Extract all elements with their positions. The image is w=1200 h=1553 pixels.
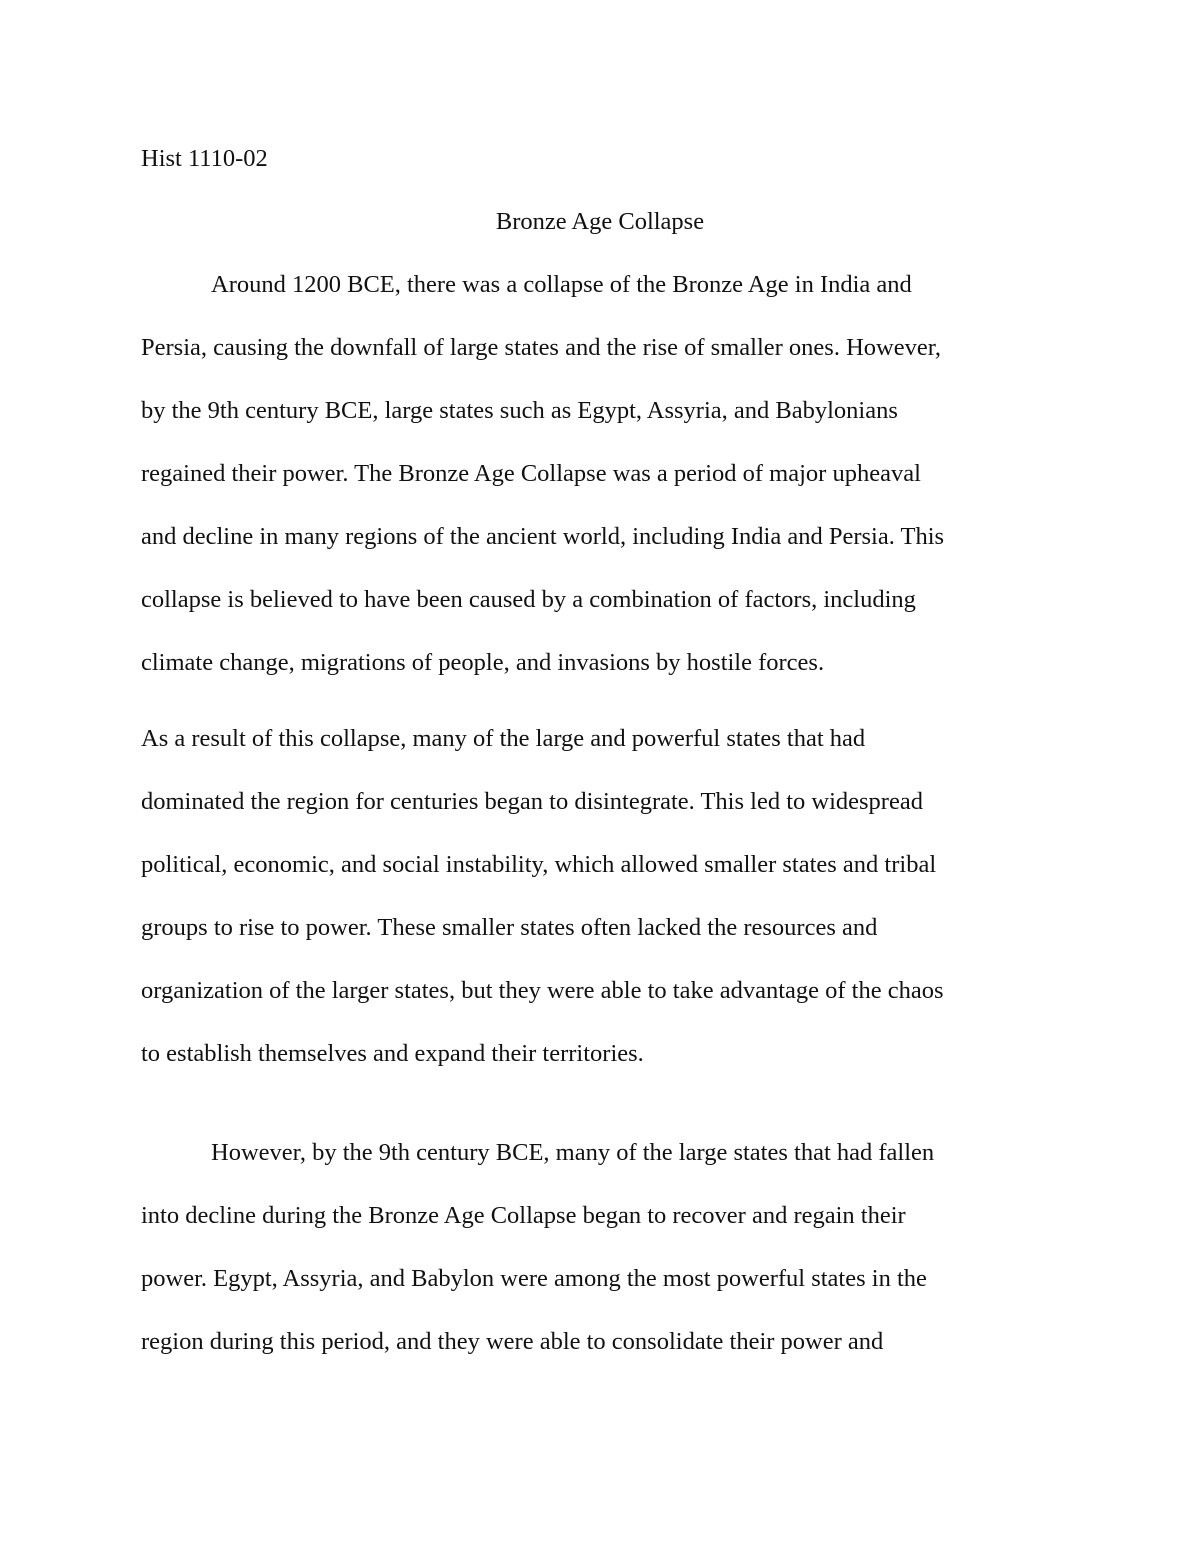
paragraph-2 [141, 707, 1061, 1085]
paragraph-line: by the 9th century BCE, large states such as Egypt, Assyria, and Babylonians [141, 397, 898, 424]
paragraph-line: into decline during the Bronze Age Collapse began to recover and regain their [141, 1202, 906, 1229]
document-title: Bronze Age Collapse [495, 208, 705, 235]
paragraph-line: political, economic, and social instability, which allowed smaller states and tribal [141, 851, 937, 878]
paragraph-3 [141, 1121, 1061, 1373]
course-header: Hist 1110-02 [141, 145, 268, 172]
paragraph-line: Persia, causing the downfall of large states and the rise of smaller ones. However, [141, 334, 942, 361]
paragraph-line: power. Egypt, Assyria, and Babylon were among the most powerful states in the [141, 1265, 927, 1292]
paragraph-line: region during this period, and they were able to consolidate their power and [141, 1328, 884, 1355]
paragraph-1 [141, 253, 1061, 694]
paragraph-line: As a result of this collapse, many of the large and powerful states that had [141, 725, 866, 752]
paragraph-line: organization of the larger states, but they were able to take advantage of the chaos [141, 977, 944, 1004]
paragraph-line: regained their power. The Bronze Age Collapse was a period of major upheaval [141, 460, 921, 487]
paragraph-line: to establish themselves and expand their territories. [141, 1040, 644, 1067]
paragraph-line: Around 1200 BCE, there was a collapse of the Bronze Age in India and [211, 271, 912, 298]
paragraph-line: However, by the 9th century BCE, many of the large states that had fallen [211, 1139, 935, 1166]
paragraph-line: and decline in many regions of the ancient world, including India and Persia. This [141, 523, 945, 550]
paragraph-line: dominated the region for centuries began to disintegrate. This led to widespread [141, 788, 923, 815]
paragraph-line: groups to rise to power. These smaller states often lacked the resources and [141, 914, 878, 941]
paragraph-line: climate change, migrations of people, and invasions by hostile forces. [141, 649, 825, 676]
paragraph-line: collapse is believed to have been caused by a combination of factors, including [141, 586, 916, 613]
